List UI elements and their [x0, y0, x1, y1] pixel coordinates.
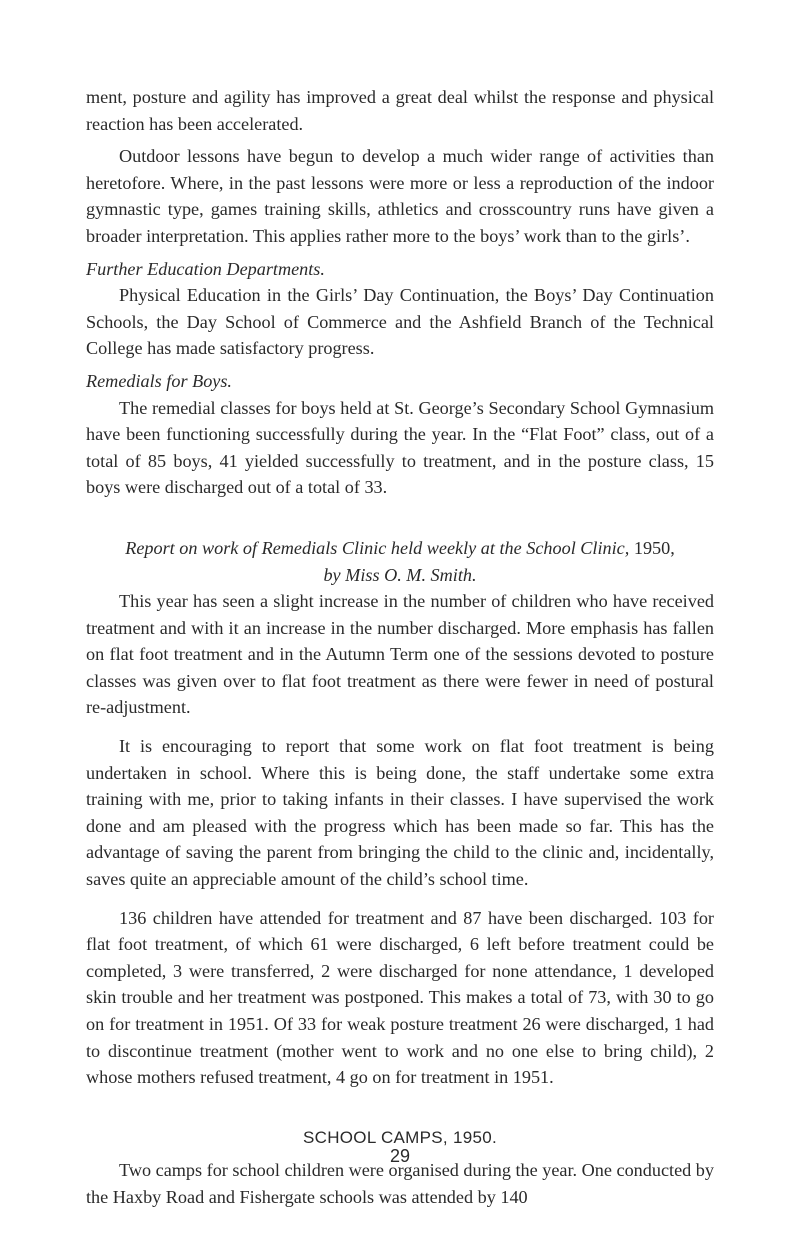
page-number: 29	[389, 1146, 411, 1166]
heading-remedials-for-boys: Remedials for Boys.	[86, 370, 232, 391]
report-byline: by Miss O. M. Smith.	[323, 564, 477, 585]
paragraph-further-education: Physical Education in the Girls’ Day Continuation, the Boys’ Day Continuation Schools, the Day School of Commerce and the Ashfield Branch of the Technical College has made satisfactory progress.	[86, 285, 714, 359]
document-body	[86, 84, 714, 1211]
paragraph-treatment-increase: This year has seen a slight increase in the number of children who have received treatment and with it an increase in the number discharged. More emphasis has fallen on flat foot treatment and in the Autumn Term one of the sessions devoted to posture classes was given over to flat foot treatment as there were fewer in need of postural re-adjustment.	[86, 591, 714, 718]
paragraph-school-camps: Two camps for school children were organised during the year. One conducted by the Haxby Road and Fishergate schools was attended by 140	[86, 1160, 714, 1207]
heading-school-camps: SCHOOL CAMPS, 1950.	[302, 1127, 498, 1147]
paragraph-statistics: 136 children have attended for treatment and 87 have been discharged. 103 for flat foot treatment, of which 61 were discharged, 6 left before treatment could be completed, 3 were transferred, 2 were discharged for none attendance, 1 developed skin trouble and her treatment was postponed. This makes a total of 73, with 30 to go on for treatment in 1951. Of 33 for weak posture treatment 26 were discharged, 1 had to discontinue treatment (mother went to work and no one else to bring child), 2 whose mothers refused treatment, 4 go on for treatment in 1951.	[86, 907, 714, 1088]
report-title-text: Report on work of Remedials Clinic held weekly at the School Clinic,	[125, 537, 630, 558]
heading-further-education: Further Education Departments.	[86, 258, 325, 279]
paragraph-outdoor-lessons: Outdoor lessons have begun to develop a much wider range of activities than heretofore. Where, in the past lessons were more or less a reproduction of the indoor gymnastic type, games training skills, athletics and crosscountry runs have given a broader interpretation. This applies rather more to the boys’ work than to the girls’.	[86, 146, 714, 246]
paragraph-remedials-for-boys: The remedial classes for boys held at St. George’s Secondary School Gymnasium have been functioning successfully during the year. In the “Flat Foot” class, out of a total of 85 boys, 41 yielded successfully to treatment, and in the posture class, 15 boys were discharged out of a total of 33.	[86, 397, 714, 498]
report-title	[86, 535, 714, 562]
report-title-year: 1950,	[629, 537, 675, 558]
paragraph-continuation: ment, posture and agility has improved a great deal whilst the response and physical reaction has been accelerated.	[86, 87, 714, 134]
paragraph-school-work: It is encouraging to report that some work on flat foot treatment is being undertaken in school. Where this is being done, the staff undertake some extra training with me, prior to taking infants in their classes. I have supervised the work done and am pleased with the progress which has been made so far. This has the advantage of saving the parent from bringing the child to the clinic and, incidentally, saves quite an appreciable amount of the child’s school time.	[86, 736, 714, 890]
